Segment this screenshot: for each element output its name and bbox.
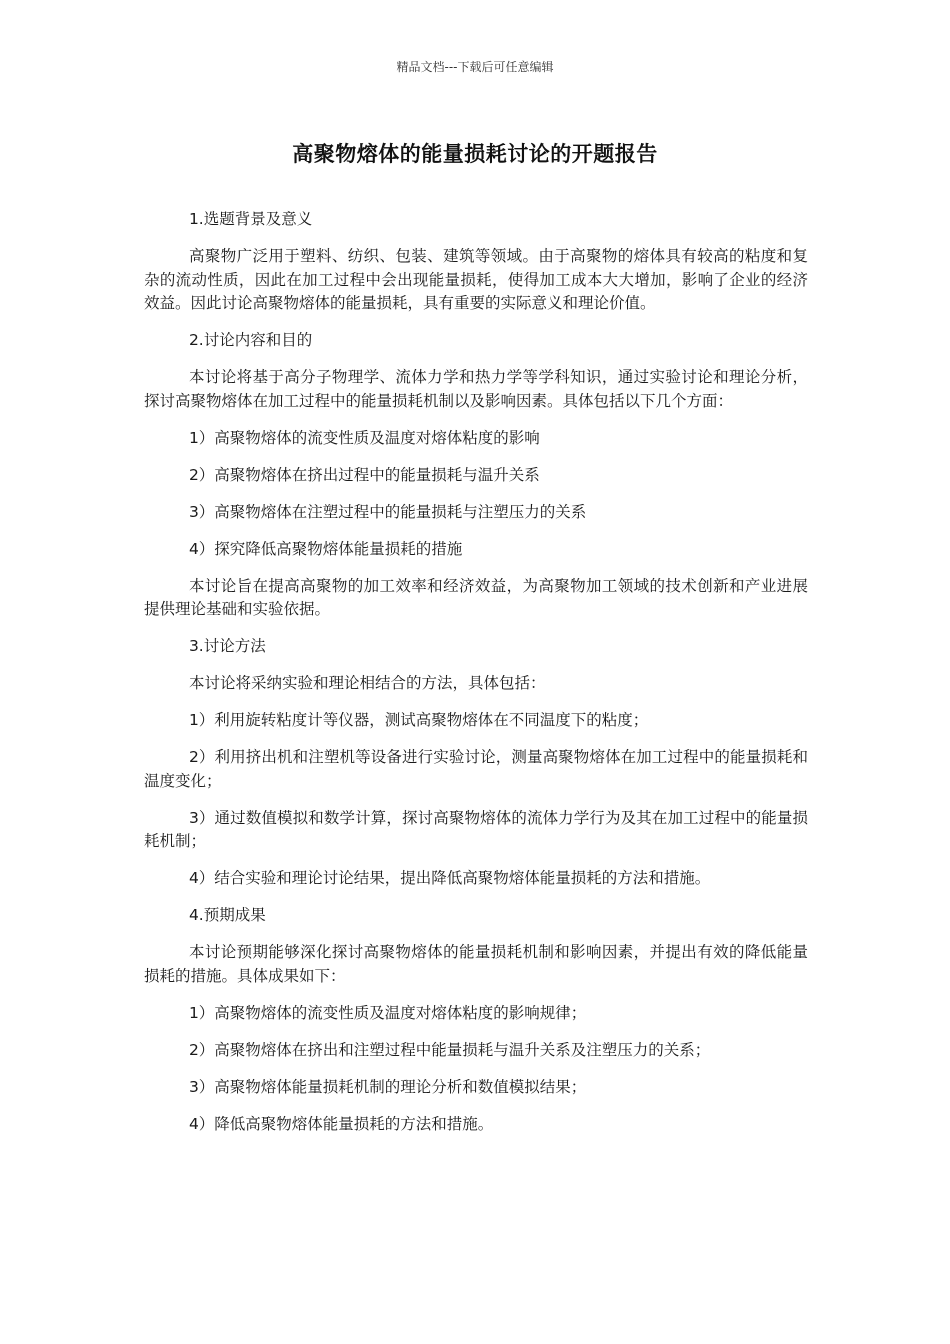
paragraph-content-goal: 本讨论旨在提高高聚物的加工效率和经济效益，为高聚物加工领域的技术创新和产业进展提供理论基础和实验依据。	[144, 576, 808, 618]
page-header: 精品文档---下载后可任意编辑	[396, 60, 554, 74]
paragraph-results-intro: 本讨论预期能够深化探讨高聚物熔体的能量损耗机制和影响因素，并提出有效的降低能量损耗的措施。具体成果如下：	[144, 943, 808, 985]
document-title: 高聚物熔体的能量损耗讨论的开题报告	[292, 142, 658, 166]
section-heading-content: 2.讨论内容和目的	[188, 331, 313, 349]
section-heading-results: 4.预期成果	[188, 906, 266, 924]
section-heading-background: 1.选题背景及意义	[188, 210, 313, 228]
list-item: 2）利用挤出机和注塑机等设备进行实验讨论，测量高聚物熔体在加工过程中的能量损耗和温度变化；	[144, 748, 808, 790]
list-item: 3）高聚物熔体在注塑过程中的能量损耗与注塑压力的关系	[188, 502, 587, 521]
list-item: 4）结合实验和理论讨论结果，提出降低高聚物熔体能量损耗的方法和措施。	[188, 869, 711, 887]
list-item: 1）利用旋转粘度计等仪器，测试高聚物熔体在不同温度下的粘度；	[188, 711, 649, 729]
list-item: 3）高聚物熔体能量损耗机制的理论分析和数值模拟结果；	[188, 1077, 587, 1096]
list-item: 2）高聚物熔体在挤出过程中的能量损耗与温升关系	[188, 465, 540, 484]
list-item: 4）探究降低高聚物熔体能量损耗的措施	[188, 539, 463, 558]
document-body	[144, 208, 808, 1150]
paragraph-method-intro: 本讨论将采纳实验和理论相结合的方法，具体包括：	[188, 674, 546, 692]
list-item: 1）高聚物熔体的流变性质及温度对熔体粘度的影响规律；	[188, 1003, 587, 1022]
list-item: 3）通过数值模拟和数学计算，探讨高聚物熔体的流体力学行为及其在加工过程中的能量损耗机制；	[144, 808, 808, 850]
paragraph-background: 高聚物广泛用于塑料、纺织、包装、建筑等领域。由于高聚物的熔体具有较高的粘度和复杂的流动性质，因此在加工过程中会出现能量损耗，使得加工成本大大增加，影响了企业的经济效益。因此讨论高聚物熔体的能量损耗，具有重要的实际意义和理论价值。	[144, 247, 808, 312]
section-heading-method: 3.讨论方法	[188, 637, 266, 655]
list-item: 2）高聚物熔体在挤出和注塑过程中能量损耗与温升关系及注塑压力的关系；	[188, 1040, 711, 1059]
list-item: 4）降低高聚物熔体能量损耗的方法和措施。	[188, 1114, 494, 1133]
paragraph-content-intro: 本讨论将基于高分子物理学、流体力学和热力学等学科知识，通过实验讨论和理论分析，探讨高聚物熔体在加工过程中的能量损耗机制以及影响因素。具体包括以下几个方面：	[144, 368, 808, 410]
list-item: 1）高聚物熔体的流变性质及温度对熔体粘度的影响	[188, 428, 540, 447]
